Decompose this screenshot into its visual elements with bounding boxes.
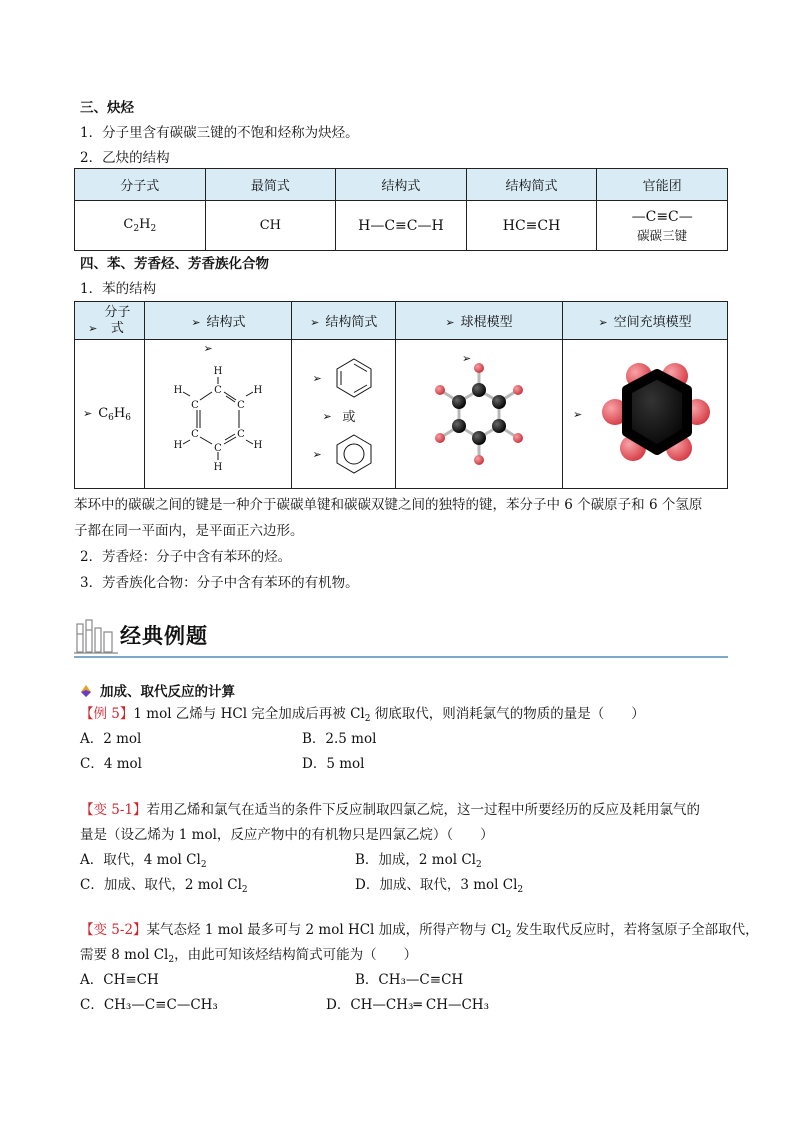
example-tag: 【例 5】 — [80, 706, 134, 722]
benzene-structural-formula — [145, 340, 291, 488]
topic-title: 加成、取代反应的计算 — [100, 684, 235, 700]
option-d[interactable] — [355, 876, 523, 899]
option-text: B．加成，2 mol Cl — [355, 852, 476, 868]
example-5-question — [80, 705, 645, 728]
cell-structural: H—C≡C—H — [336, 201, 467, 251]
formula-sub: 6 — [108, 412, 114, 423]
header-condensed-formula: 结构简式 — [466, 169, 597, 201]
option-d[interactable]: D．5 mol — [302, 756, 365, 772]
atom-h: H — [214, 462, 223, 473]
cell-space-filling-model — [562, 340, 727, 489]
formula-sub: 6 — [125, 412, 131, 423]
arrow-bullet-icon: ➢ — [310, 316, 320, 329]
subscript: 2 — [168, 955, 175, 965]
formula-c: C — [123, 217, 134, 232]
question-text: 需要 8 mol Cl — [80, 947, 169, 963]
variant-tag: 【变 5-1】 — [80, 802, 147, 818]
cell-structural-diagram — [145, 340, 292, 489]
formula-sub: 2 — [133, 224, 140, 234]
arrow-bullet-icon: ➢ — [322, 410, 332, 423]
arrow-bullet-icon: ➢ — [312, 448, 322, 461]
benzene-kekule-icon — [332, 356, 376, 400]
subscript: 2 — [364, 714, 371, 724]
question-text: 彻底取代，则消耗氯气的物质的量是（ ） — [370, 706, 645, 722]
acetylene-table — [74, 168, 728, 251]
header-text: 结构简式 — [325, 315, 378, 330]
header-molecular-formula: 分子式 — [75, 169, 206, 201]
formula-c: C — [98, 405, 109, 421]
arrow-bullet-icon: ➢ — [461, 352, 472, 365]
header-text: 空间充填模型 — [613, 315, 692, 330]
space-filling-model — [563, 340, 727, 488]
formula-h: H — [139, 217, 151, 232]
benzene-bond-description-line2: 子都在同一平面内，是平面正六边形。 — [74, 523, 304, 539]
arrow-bullet-icon: ➢ — [203, 342, 213, 355]
header-simplest-formula: 最简式 — [205, 169, 336, 201]
subscript: 2 — [505, 930, 512, 940]
option-c[interactable]: C．CH₃—C≡C—CH₃ — [80, 997, 218, 1013]
atom-c: C — [237, 400, 246, 411]
variant-5-2-question-line1 — [80, 921, 759, 944]
diamond-bullet-icon — [80, 685, 92, 699]
option-text: D．加成、取代，3 mol Cl — [355, 877, 518, 893]
header-ball-stick — [395, 302, 562, 340]
atom-c: C — [191, 400, 200, 411]
arrow-bullet-icon: ➢ — [445, 316, 455, 329]
question-text: ，由此可知该烃结构简式可能为（ ） — [174, 947, 418, 963]
header-structural — [145, 302, 292, 340]
option-a[interactable]: A．CH≡CH — [80, 972, 159, 988]
atom-h: H — [214, 366, 223, 377]
question-text: 1 mol 乙烯与 HCl 完全加成后再被 Cl — [133, 706, 365, 722]
atom-c: C — [191, 429, 200, 440]
section-title-alkyne: 三、炔烃 — [80, 100, 134, 116]
option-a[interactable] — [80, 851, 207, 874]
cell-benzene-formula — [75, 340, 145, 489]
question-text: 发生取代反应时，若将氢原子全部取代， — [511, 922, 759, 938]
option-c[interactable] — [80, 876, 248, 899]
variant-tag: 【变 5-2】 — [80, 922, 147, 938]
cell-condensed-diagram — [292, 340, 396, 489]
or-label: 或 — [342, 410, 356, 425]
formula-h: H — [113, 405, 126, 421]
header-text: 分子式 — [104, 304, 131, 336]
atom-h: H — [254, 385, 263, 396]
option-b[interactable] — [355, 851, 482, 874]
benzene-table — [74, 301, 728, 489]
alkyne-definition: 1．分子里含有碳碳三键的不饱和烃称为炔烃。 — [80, 125, 359, 141]
option-b[interactable]: B．2.5 mol — [302, 731, 377, 747]
header-space-filling — [562, 302, 727, 340]
subscript: 2 — [241, 885, 248, 895]
header-condensed — [292, 302, 396, 340]
section-title-benzene: 四、苯、芳香烃、芳香族化合物 — [80, 256, 269, 272]
option-b[interactable]: B．CH₃—C≡CH — [355, 972, 464, 988]
variant-5-1-question-line1 — [80, 801, 700, 819]
banner-rule — [74, 656, 728, 658]
option-text: C．加成、取代，2 mol Cl — [80, 877, 242, 893]
lab-equipment-icon — [74, 614, 118, 656]
cell-condensed: HC≡CH — [466, 201, 597, 251]
atom-c: C — [214, 443, 223, 454]
atom-h: H — [254, 440, 263, 451]
option-d[interactable]: D．CH—CH₃═ CH—CH₃ — [326, 997, 489, 1013]
header-molecular-formula — [75, 302, 145, 340]
option-a[interactable]: A．2 mol — [80, 731, 142, 747]
aromatic-hydrocarbon-definition: 2．芳香烃：分子中含有苯环的烃。 — [80, 549, 292, 565]
fg-name: 碳碳三键 — [637, 227, 688, 243]
header-structural-formula: 结构式 — [336, 169, 467, 201]
atom-h: H — [174, 385, 183, 396]
formula-sub: 2 — [150, 224, 157, 234]
cell-ball-stick-model — [395, 340, 562, 489]
question-text: 某气态烃 1 mol 最多可与 2 mol HCl 加成，所得产物与 Cl — [146, 922, 506, 938]
banner-title: 经典例题 — [120, 624, 208, 648]
arrow-bullet-icon: ➢ — [191, 316, 201, 329]
variant-5-1-question-line2: 量是（设乙烯为 1 mol，反应产物中的有机物只是四氯乙烷）（ ） — [80, 827, 494, 843]
arrow-bullet-icon: ➢ — [312, 372, 322, 385]
header-text: 结构式 — [206, 315, 246, 330]
arrow-bullet-icon: ➢ — [598, 316, 608, 329]
subscript: 2 — [517, 885, 524, 895]
atom-c: C — [214, 385, 223, 396]
fg-formula: —C≡C— — [631, 208, 693, 225]
header-text: 球棍模型 — [460, 315, 513, 330]
ball-stick-model — [396, 340, 562, 488]
option-c[interactable]: C．4 mol — [80, 756, 142, 772]
benzene-bond-description-line1: 苯环中的碳碳之间的键是一种介于碳碳单键和碳碳双键之间的独特的键，苯分子中 6 个碳原子和 6 个氢原 — [74, 497, 703, 513]
benzene-circle-icon — [332, 432, 376, 476]
atom-c: C — [237, 429, 246, 440]
atom-h: H — [174, 440, 183, 451]
cell-functional-group — [597, 201, 728, 251]
subscript: 2 — [200, 860, 207, 870]
variant-5-2-question-line2 — [80, 946, 417, 969]
header-functional-group: 官能团 — [597, 169, 728, 201]
question-text: 若用乙烯和氯气在适当的条件下反应制取四氯乙烷，这一过程中所要经历的反应及耗用氯气的 — [146, 802, 701, 818]
acetylene-structure-heading: 2．乙炔的结构 — [80, 150, 170, 166]
arrow-bullet-icon: ➢ — [88, 321, 98, 335]
aromatic-compound-definition: 3．芳香族化合物：分子中含有苯环的有机物。 — [80, 575, 359, 591]
arrow-bullet-icon: ➢ — [83, 406, 93, 420]
option-text: A．取代，4 mol Cl — [80, 852, 201, 868]
subscript: 2 — [476, 860, 482, 870]
arrow-bullet-icon: ➢ — [572, 408, 583, 421]
benzene-structure-heading: 1．苯的结构 — [80, 281, 157, 297]
cell-simplest: CH — [205, 201, 336, 251]
cell-acetylene-formula — [75, 201, 206, 251]
